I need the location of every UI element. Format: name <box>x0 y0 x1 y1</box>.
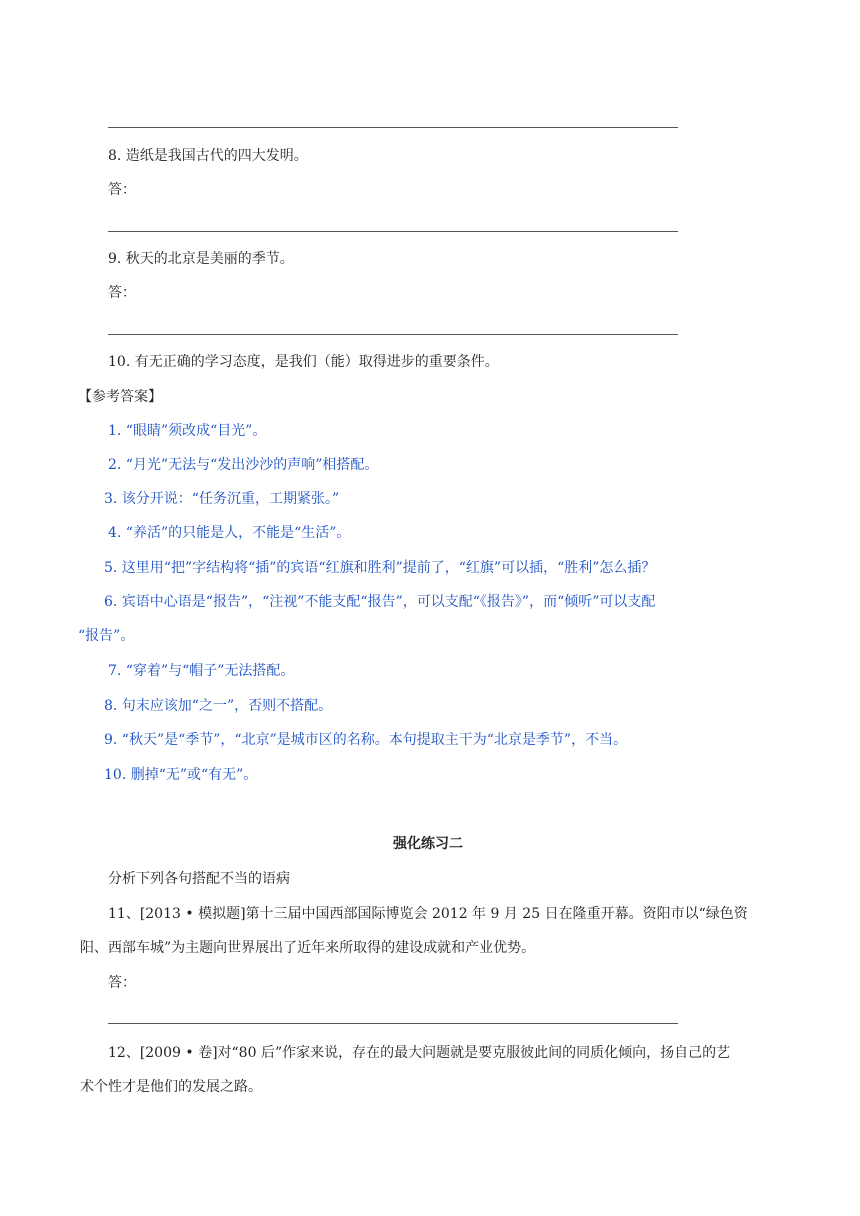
answer-line <box>108 334 678 335</box>
question-10: 10. 有无正确的学习态度，是我们（能）取得进步的重要条件。 <box>108 354 499 370</box>
question-9: 9. 秋天的北京是美丽的季节。 <box>108 251 294 267</box>
answer-line <box>108 1023 678 1024</box>
answer-item-continued: “报告”。 <box>78 628 135 644</box>
answer-item: 10. 删掉“无”或“有无”。 <box>104 767 258 783</box>
answer-line <box>108 127 678 128</box>
answer-item: 2. “月光”无法与“发出沙沙的声响”相搭配。 <box>108 457 379 473</box>
reference-answer-heading: 【参考答案】 <box>78 389 162 405</box>
answer-item: 4. “养活”的只能是人，不能是“生活”。 <box>108 525 351 541</box>
answer-item: 3. 该分开说：“任务沉重，工期紧张。” <box>104 491 340 507</box>
question-11-continued: 阳、西部车城”为主题向世界展出了近年来所取得的建设成就和产业优势。 <box>80 940 536 956</box>
section-instruction: 分析下列各句搭配不当的语病 <box>108 871 290 887</box>
question-8: 8. 造纸是我国古代的四大发明。 <box>108 148 308 164</box>
question-12: 12、[2009 • 卷]对“80 后”作家来说，存在的最大问题就是要克服彼此间的同质化倾向，扬自己的艺 <box>108 1045 731 1061</box>
answer-label-11: 答： <box>108 975 136 991</box>
section-title: 强化练习二 <box>393 836 463 852</box>
answer-item: 7. “穿着”与“帽子”无法搭配。 <box>108 663 295 679</box>
answer-item: 8. 句末应该加“之一”，否则不搭配。 <box>104 698 333 714</box>
answer-label-8: 答： <box>108 182 136 198</box>
answer-label-9: 答： <box>108 285 136 301</box>
question-12-continued: 术个性才是他们的发展之路。 <box>80 1079 262 1095</box>
answer-item: 6. 宾语中心语是“报告”，“注视”不能支配“报告”，可以支配“《报告》”，而“倾听”可以支配 <box>104 594 656 610</box>
question-11: 11、[2013 • 模拟题]第十三届中国西部国际博览会 2012 年 9 月 25 日在隆重开幕。资阳市以“绿色资 <box>108 906 748 922</box>
answer-item: 5. 这里用“把”字结构将“插”的宾语“红旗和胜利”提前了，“红旗”可以插，“胜利”怎么插？ <box>104 560 656 576</box>
answer-item: 9. “秋天”是“季节”，“北京”是城市区的名称。本句提取主干为“北京是季节”，不当。 <box>104 732 628 748</box>
answer-line <box>108 231 678 232</box>
answer-item: 1. “眼睛”须改成“目光”。 <box>108 423 267 439</box>
